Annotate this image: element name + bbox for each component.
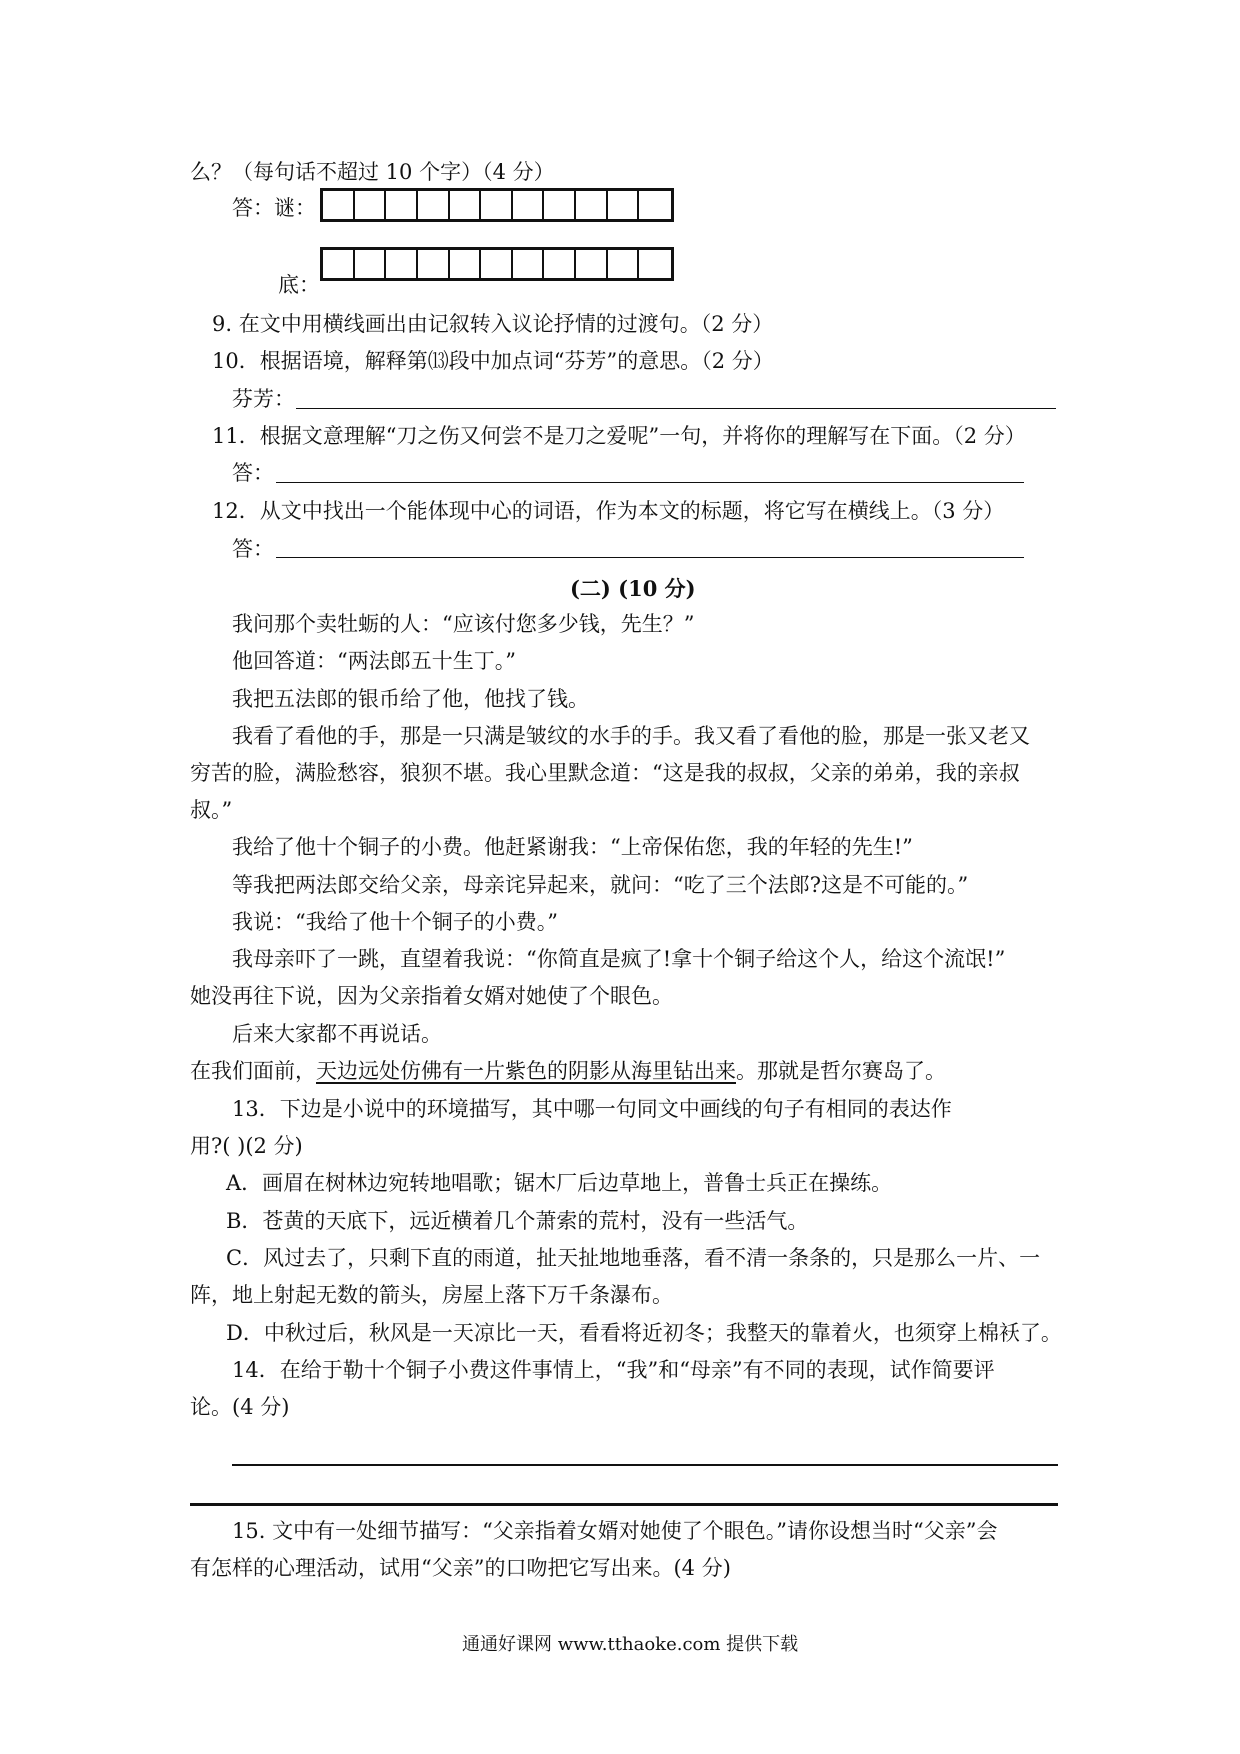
passage-p4-line2: 穷苦的脸，满脸愁容，狼狈不堪。我心里默念道：“这是我的叔叔，父亲的弟弟，我的亲叔 xyxy=(190,761,1020,785)
q14-answer-line[interactable] xyxy=(232,1464,1058,1466)
passage-p8-line1: 我母亲吓了一跳，直望着我说：“你简直是疯了!拿十个铜子给这个人，给这个流氓!” xyxy=(232,947,1006,971)
passage-p10-underlined: 天边远处仿佛有一片紫色的阴影从海里钻出来 xyxy=(316,1059,736,1083)
question-11: 11．根据文意理解“刀之伤又何尝不是刀之爱呢”一句，并将你的理解写在下面。（2 分） xyxy=(212,424,1026,448)
passage-p3: 我把五法郎的银币给了他，他找了钱。 xyxy=(232,687,589,711)
q11-answer-line[interactable] xyxy=(276,482,1024,483)
q12-answer-line[interactable] xyxy=(276,557,1024,558)
question-14-line2: 论。(4 分) xyxy=(190,1395,290,1419)
question-15-line1: 15. 文中有一处细节描写：“父亲指着女婿对她使了个眼色。”请你设想当时“父亲”会 xyxy=(232,1519,998,1543)
section-2-title: (二) (10 分) xyxy=(570,576,696,601)
question-13-line1: 13．下边是小说中的环境描写，其中哪一句同文中画线的句子有相同的表达作 xyxy=(232,1097,952,1121)
passage-p7: 我说：“我给了他十个铜子的小费。” xyxy=(232,910,558,934)
passage-p10-post: 。那就是哲尔赛岛了。 xyxy=(736,1059,946,1083)
q13-option-a: A．画眉在树林边宛转地唱歌；锯木厂后边草地上，普鲁士兵正在操练。 xyxy=(226,1171,893,1195)
q8-tail: 么？（每句话不超过 10 个字）（4 分） xyxy=(190,160,555,184)
q12-answer-label: 答： xyxy=(232,537,274,561)
passage-p8-line2: 她没再往下说，因为父亲指着女婿对她使了个眼色。 xyxy=(190,984,673,1008)
question-15-line2: 有怎样的心理活动，试用“父亲”的口吻把它写出来。(4 分) xyxy=(190,1556,731,1580)
passage-p4-line1: 我看了看他的手，那是一只满是皱纹的水手的手。我又看了看他的脸，那是一张又老又 xyxy=(232,724,1030,748)
question-12: 12．从文中找出一个能体现中心的词语，作为本文的标题，将它写在横线上。（3 分） xyxy=(212,499,1005,523)
q13-option-d: D．中秋过后，秋风是一天凉比一天，看看将近初冬；我整天的靠着火，也须穿上棉袄了。 xyxy=(226,1321,1062,1345)
q13-option-b: B．苍黄的天底下，远近横着几个萧索的荒村，没有一些活气。 xyxy=(226,1209,809,1233)
section-divider xyxy=(190,1503,1058,1506)
q13-option-c-line1: C．风过去了，只剩下直的雨道，扯天扯地地垂落，看不清一条条的，只是那么一片、一 xyxy=(226,1246,1041,1270)
question-10: 10．根据语境，解释第⒀段中加点词“芬芳”的意思。（2 分） xyxy=(212,349,774,373)
page-footer: 通通好课网 www.tthaoke.com 提供下载 xyxy=(462,1634,799,1655)
question-14-line1: 14．在给于勒十个铜子小费这件事情上，“我”和“母亲”有不同的表现，试作简要评 xyxy=(232,1358,995,1382)
passage-p6: 等我把两法郎交给父亲，母亲诧异起来，就问：“吃了三个法郎?这是不可能的。” xyxy=(232,873,969,897)
q13-option-c-line2: 阵，地上射起无数的箭头，房屋上落下万千条瀑布。 xyxy=(190,1283,673,1307)
passage-p4-line3: 叔。” xyxy=(190,798,233,822)
q10-answer-label: 芬芳： xyxy=(232,387,295,411)
q11-answer-label: 答： xyxy=(232,461,274,485)
q8-base-grid[interactable] xyxy=(320,247,674,281)
passage-p2: 他回答道：“两法郎五十生丁。” xyxy=(232,649,516,673)
passage-p10-pre: 在我们面前， xyxy=(190,1059,316,1083)
q8-base-label: 底： xyxy=(278,273,320,297)
passage-p10 xyxy=(190,1056,946,1086)
q8-riddle-label: 答：谜： xyxy=(232,196,316,220)
question-9: 9. 在文中用横线画出由记叙转入议论抒情的过渡句。（2 分） xyxy=(212,312,774,336)
passage-p1: 我问那个卖牡蛎的人：“应该付您多少钱，先生？” xyxy=(232,612,695,636)
passage-p5: 我给了他十个铜子的小费。他赶紧谢我：“上帝保佑您，我的年轻的先生!” xyxy=(232,835,913,859)
q8-riddle-grid[interactable] xyxy=(320,188,674,222)
passage-p9: 后来大家都不再说话。 xyxy=(232,1022,442,1046)
question-13-line2: 用?( )(2 分) xyxy=(190,1134,303,1158)
q10-answer-line[interactable] xyxy=(296,408,1056,409)
